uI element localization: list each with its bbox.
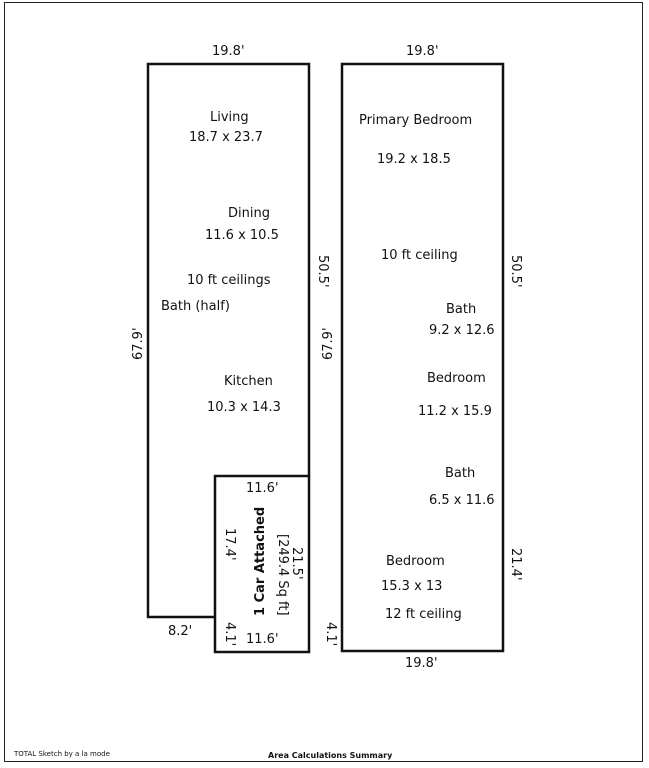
- bath-1-size: 9.2 x 12.6: [429, 323, 495, 338]
- garage-area: [249.4 Sq ft]: [275, 534, 290, 616]
- dining-room-size: 11.6 x 10.5: [205, 228, 279, 243]
- garage-bottom-dimension: 11.6': [246, 632, 279, 647]
- bath-2-label: Bath: [445, 466, 476, 481]
- left-unit-right-dimension: 50.5': [315, 255, 330, 288]
- bedroom-2-size: 15.3 x 13: [381, 579, 443, 594]
- kitchen-label: Kitchen: [224, 374, 273, 389]
- garage-right-dimension: 21.5': [289, 547, 304, 580]
- living-room-label: Living: [210, 110, 249, 125]
- right-unit-top-dimension: 19.8': [406, 44, 439, 59]
- right-unit-bottom-left-dimension: 4.1': [323, 622, 338, 647]
- bedroom-2-label: Bedroom: [386, 554, 445, 569]
- left-unit-left-dimension: 67.9': [131, 327, 146, 360]
- right-unit-right-upper-dimension: 50.5': [508, 255, 523, 288]
- dining-room-label: Dining: [228, 206, 270, 221]
- garage-small-left-dimension: 4.1': [222, 622, 237, 647]
- ceiling-note: 10 ft ceiling: [381, 248, 458, 263]
- ceilings-note: 10 ft ceilings: [187, 273, 271, 288]
- right-unit-bottom-dimension: 19.8': [405, 656, 438, 671]
- area-summary-heading: Area Calculations Summary: [268, 751, 393, 760]
- left-unit-bottom-dimension: 8.2': [168, 624, 193, 639]
- bath-1-label: Bath: [446, 302, 477, 317]
- garage-left-dimension: 17.4': [222, 528, 237, 561]
- living-room-size: 18.7 x 23.7: [189, 130, 263, 145]
- primary-bedroom-label: Primary Bedroom: [359, 113, 473, 128]
- footer-divider: [4, 761, 643, 762]
- right-unit-right-lower-dimension: 21.4': [508, 548, 523, 581]
- right-unit-left-dimension: 67.9': [321, 327, 336, 360]
- left-unit-top-dimension: 19.8': [212, 44, 245, 59]
- half-bath-label: Bath (half): [161, 299, 230, 314]
- software-credit: TOTAL Sketch by a la mode: [14, 750, 110, 758]
- bedroom-1-size: 11.2 x 15.9: [418, 404, 492, 419]
- bedroom-1-label: Bedroom: [427, 371, 486, 386]
- bath-2-size: 6.5 x 11.6: [429, 493, 495, 508]
- garage-top-dimension: 11.6': [246, 481, 279, 496]
- primary-bedroom-size: 19.2 x 18.5: [377, 152, 451, 167]
- garage-label: 1 Car Attached: [253, 506, 268, 616]
- ceiling-note-2: 12 ft ceiling: [385, 607, 462, 622]
- kitchen-size: 10.3 x 14.3: [207, 400, 281, 415]
